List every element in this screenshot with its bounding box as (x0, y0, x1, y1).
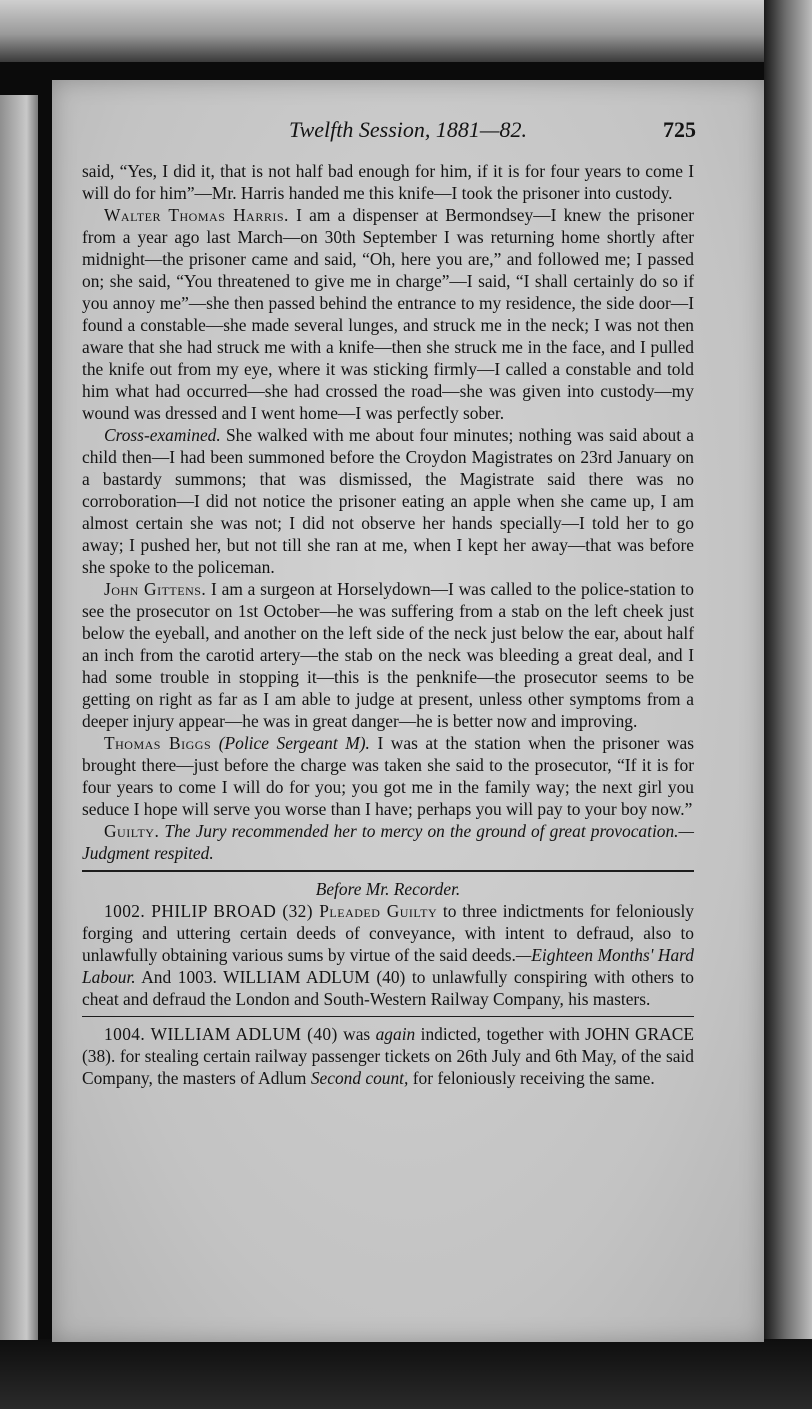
book-page (52, 80, 764, 1342)
speaker-name: Walter Thomas Harris. (104, 205, 289, 225)
paragraph-text: to three indictments for feloniously forging and uttering certain deeds of conveyance, with intent to defraud, also to unlawfully obtaining various sums by virtue of the said deeds. (82, 901, 694, 965)
paragraph-text: indicted, together with JOHN GRACE (38). for stealing certain railway passenger tickets on 26th July and 6th May, of the said Company, the masters of Adlum (82, 1024, 694, 1088)
paragraph-case-1004 (82, 1023, 694, 1089)
film-border-bottom (0, 1339, 812, 1409)
case-number-name: 1002. PHILIP BROAD (32) (104, 901, 313, 921)
speaker-name: John Gittens. (104, 579, 207, 599)
paragraph-text: She walked with me about four minutes; nothing was said about a child then—I had been summoned before the Croydon Magistrates on 23rd January on a bastardy summons; that was dismissed, the Magistrate said there was no corroboration—I did not notice the prisoner eating an apple when she came up, I am almost certain she was not; I did not observe her hands specially—I told her to go away; I pushed her, but not till she ran at me, when I kept her away—that was before she spoke to the policeman. (82, 425, 694, 577)
section-rule (82, 1016, 694, 1017)
plea-label: Pleaded Guilty (312, 901, 438, 921)
emphasis-text: again (375, 1024, 416, 1044)
paragraph-text: I am a dispenser at Bermondsey—I knew the prisoner from a year ago last March—on 30th September I was returning home shortly after midnight—the prisoner came and said, “Oh, here you are,” and followed me; I passed on; she said, “You threatened to give me in charge”—I said, “I shall certainly do so if you annoy me”—she then passed behind the entrance to my residence, the side door—I found a constable—she made several lunges, and struck me in the neck; I was not then aware that she had struck me with a knife—then she struck me in the face, and I pulled the knife out from my eye, where it was sticking firmly—I called a constable and told him what had occurred—she had crossed the road—she was given into custody—my wound was dressed and I went home—I was perfectly sober. (82, 205, 694, 423)
page-number: 725 (663, 117, 696, 142)
count-label: Second count, (310, 1068, 409, 1088)
speaker-role: (Police Sergeant M). (218, 733, 370, 753)
body-text (82, 160, 694, 1089)
paragraph-gittens-testimony (82, 578, 694, 732)
paragraph-text: I was at the station when the prisoner was brought there—just before the charge was taken she said to the prosecutor, “If it is for four years to come I will do for you; you got me in the family way; the next girl you seduce I hope will serve you worse than I have; perhaps you will pay to your boy now.” (82, 733, 694, 819)
paragraph-text: And 1003. WILLIAM ADLUM (40) to unlawfully conspiring with others to cheat and defraud the London and South-Western Railway Company, his masters. (82, 967, 694, 1009)
paragraph-text: said, “Yes, I did it, that is not half bad enough for him, if it is for four years to come I will do for him”—Mr. Harris handed me this knife—I took the prisoner into custody. (82, 161, 694, 203)
verdict-text: The Jury recommended her to mercy on the ground of great provocation.—Judgment respited. (82, 821, 694, 863)
paragraph-biggs-testimony (82, 732, 694, 820)
court-heading: Before Mr. Recorder. (315, 879, 461, 899)
paragraph-text: I am a surgeon at Horselydown—I was called to the police-station to see the prosecutor on 1st October—he was suffering from a stab on the left cheek just below the eyeball, and another on the left side of the neck just below the ear, about half an inch from the carotid artery—the stab on the neck was bleeding a great deal, and I had some trouble in stopping it—this is the penknife—the prosecutor seems to be getting on right as far as I am able to judge at present, unless other symptoms from a deeper injury appear—he was in great danger—he is better now and improving. (82, 579, 694, 731)
film-border-top (0, 0, 812, 62)
paragraph-text: for feloniously receiving the same. (408, 1068, 655, 1088)
page-header (52, 114, 764, 146)
paragraph-verdict (82, 820, 694, 864)
facing-page-edge (0, 95, 38, 1340)
paragraph-continuation (82, 160, 694, 204)
speaker-name: Thomas Biggs (104, 733, 212, 753)
paragraph-text: was (337, 1024, 376, 1044)
cross-examined-label: Cross-examined. (104, 425, 221, 445)
section-rule (82, 870, 694, 872)
running-title: Twelfth Session, 1881—82. (289, 117, 527, 142)
sentence-text: —Eighteen Months' Hard Labour. (82, 945, 694, 987)
film-border-right (764, 0, 812, 1409)
case-number-name: 1004. WILLIAM ADLUM (40) (104, 1024, 338, 1044)
paragraph-case-1002 (82, 900, 694, 1010)
paragraph-cross-examination (82, 424, 694, 578)
paragraph-harris-testimony (82, 204, 694, 424)
verdict-label: Guilty. (104, 821, 160, 841)
